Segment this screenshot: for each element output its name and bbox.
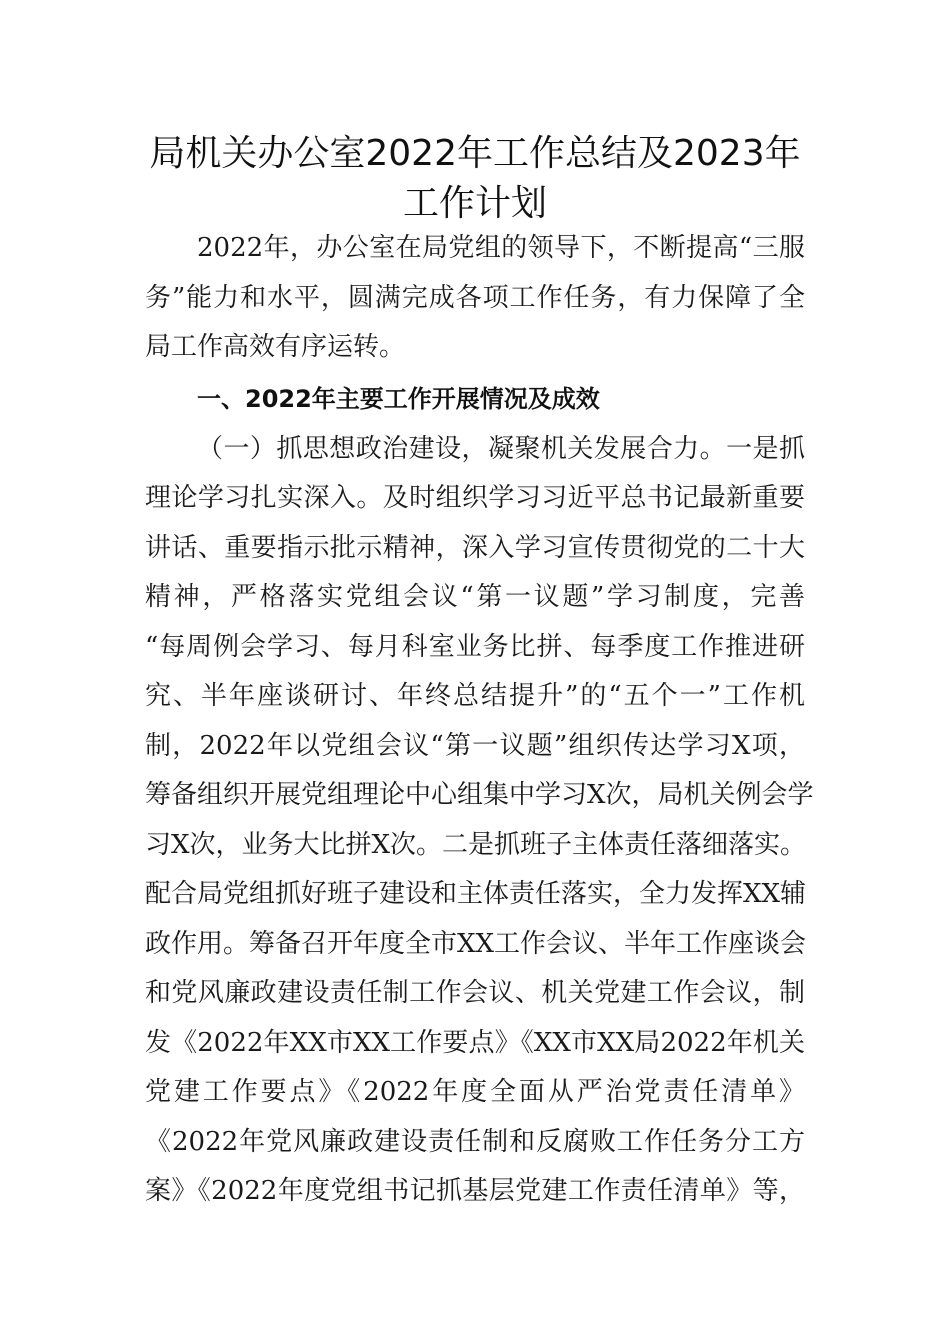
- paragraph-line: 政作用。筹备召开年度全市XX工作会议、半年工作座谈会: [145, 928, 807, 959]
- section-heading: 一、2022年主要工作开展情况及成效: [197, 384, 600, 413]
- paragraph-line: 筹备组织开展党组理论中心组集中学习X次，局机关例会学: [145, 780, 814, 810]
- paragraph-line: 制，2022年以党组会议“第一议题”组织传达学习X项，: [145, 730, 805, 761]
- paragraph-line: 《2022年党风廉政建设责任制和反腐败工作任务分工方: [145, 1126, 805, 1157]
- intro-line: 务”能力和水平，圆满完成各项工作任务，有力保障了全: [145, 282, 805, 313]
- paragraph-line: （一）抓思想政治建设，凝聚机关发展合力。一是抓: [197, 433, 805, 464]
- paragraph-line: 习X次，业务大比拼X次。二是抓班子主体责任落细落实。: [145, 829, 807, 860]
- paragraph-line: 究、半年座谈研讨、年终总结提升”的“五个一”工作机: [145, 681, 805, 711]
- intro-line: 局工作高效有序运转。: [145, 332, 406, 362]
- paragraph-line: 讲话、重要指示批示精神，深入学习宣传贯彻党的二十大: [145, 532, 805, 563]
- paragraph-line: 案》《2022年度党组书记抓基层党建工作责任清单》等，: [145, 1176, 805, 1206]
- document-title-line-1: 局机关办公室2022年工作总结及2023年: [149, 133, 801, 174]
- paragraph-line: 党建工作要点》《2022年度全面从严治党责任清单》: [145, 1077, 805, 1107]
- paragraph-line: 理论学习扎实深入。及时组织学习习近平总书记最新重要: [145, 483, 805, 513]
- intro-line: 2022年，办公室在局党组的领导下，不断提高“三服: [197, 233, 805, 263]
- paragraph-line: 精神，严格落实党组会议“第一议题”学习制度，完善: [145, 582, 805, 612]
- paragraph-line: 和党风廉政建设责任制工作会议、机关党建工作会议，制: [145, 978, 805, 1008]
- paragraph-line: 配合局党组抓好班子建设和主体责任落实，全力发挥XX辅: [145, 879, 807, 909]
- document-title-line-2: 工作计划: [402, 183, 547, 224]
- document-body: [145, 224, 814, 1217]
- paragraph-line: “每周例会学习、每月科室业务比拼、每季度工作推进研: [145, 631, 805, 662]
- paragraph-line: 发《2022年XX市XX工作要点》《XX市XX局2022年机关: [145, 1027, 805, 1058]
